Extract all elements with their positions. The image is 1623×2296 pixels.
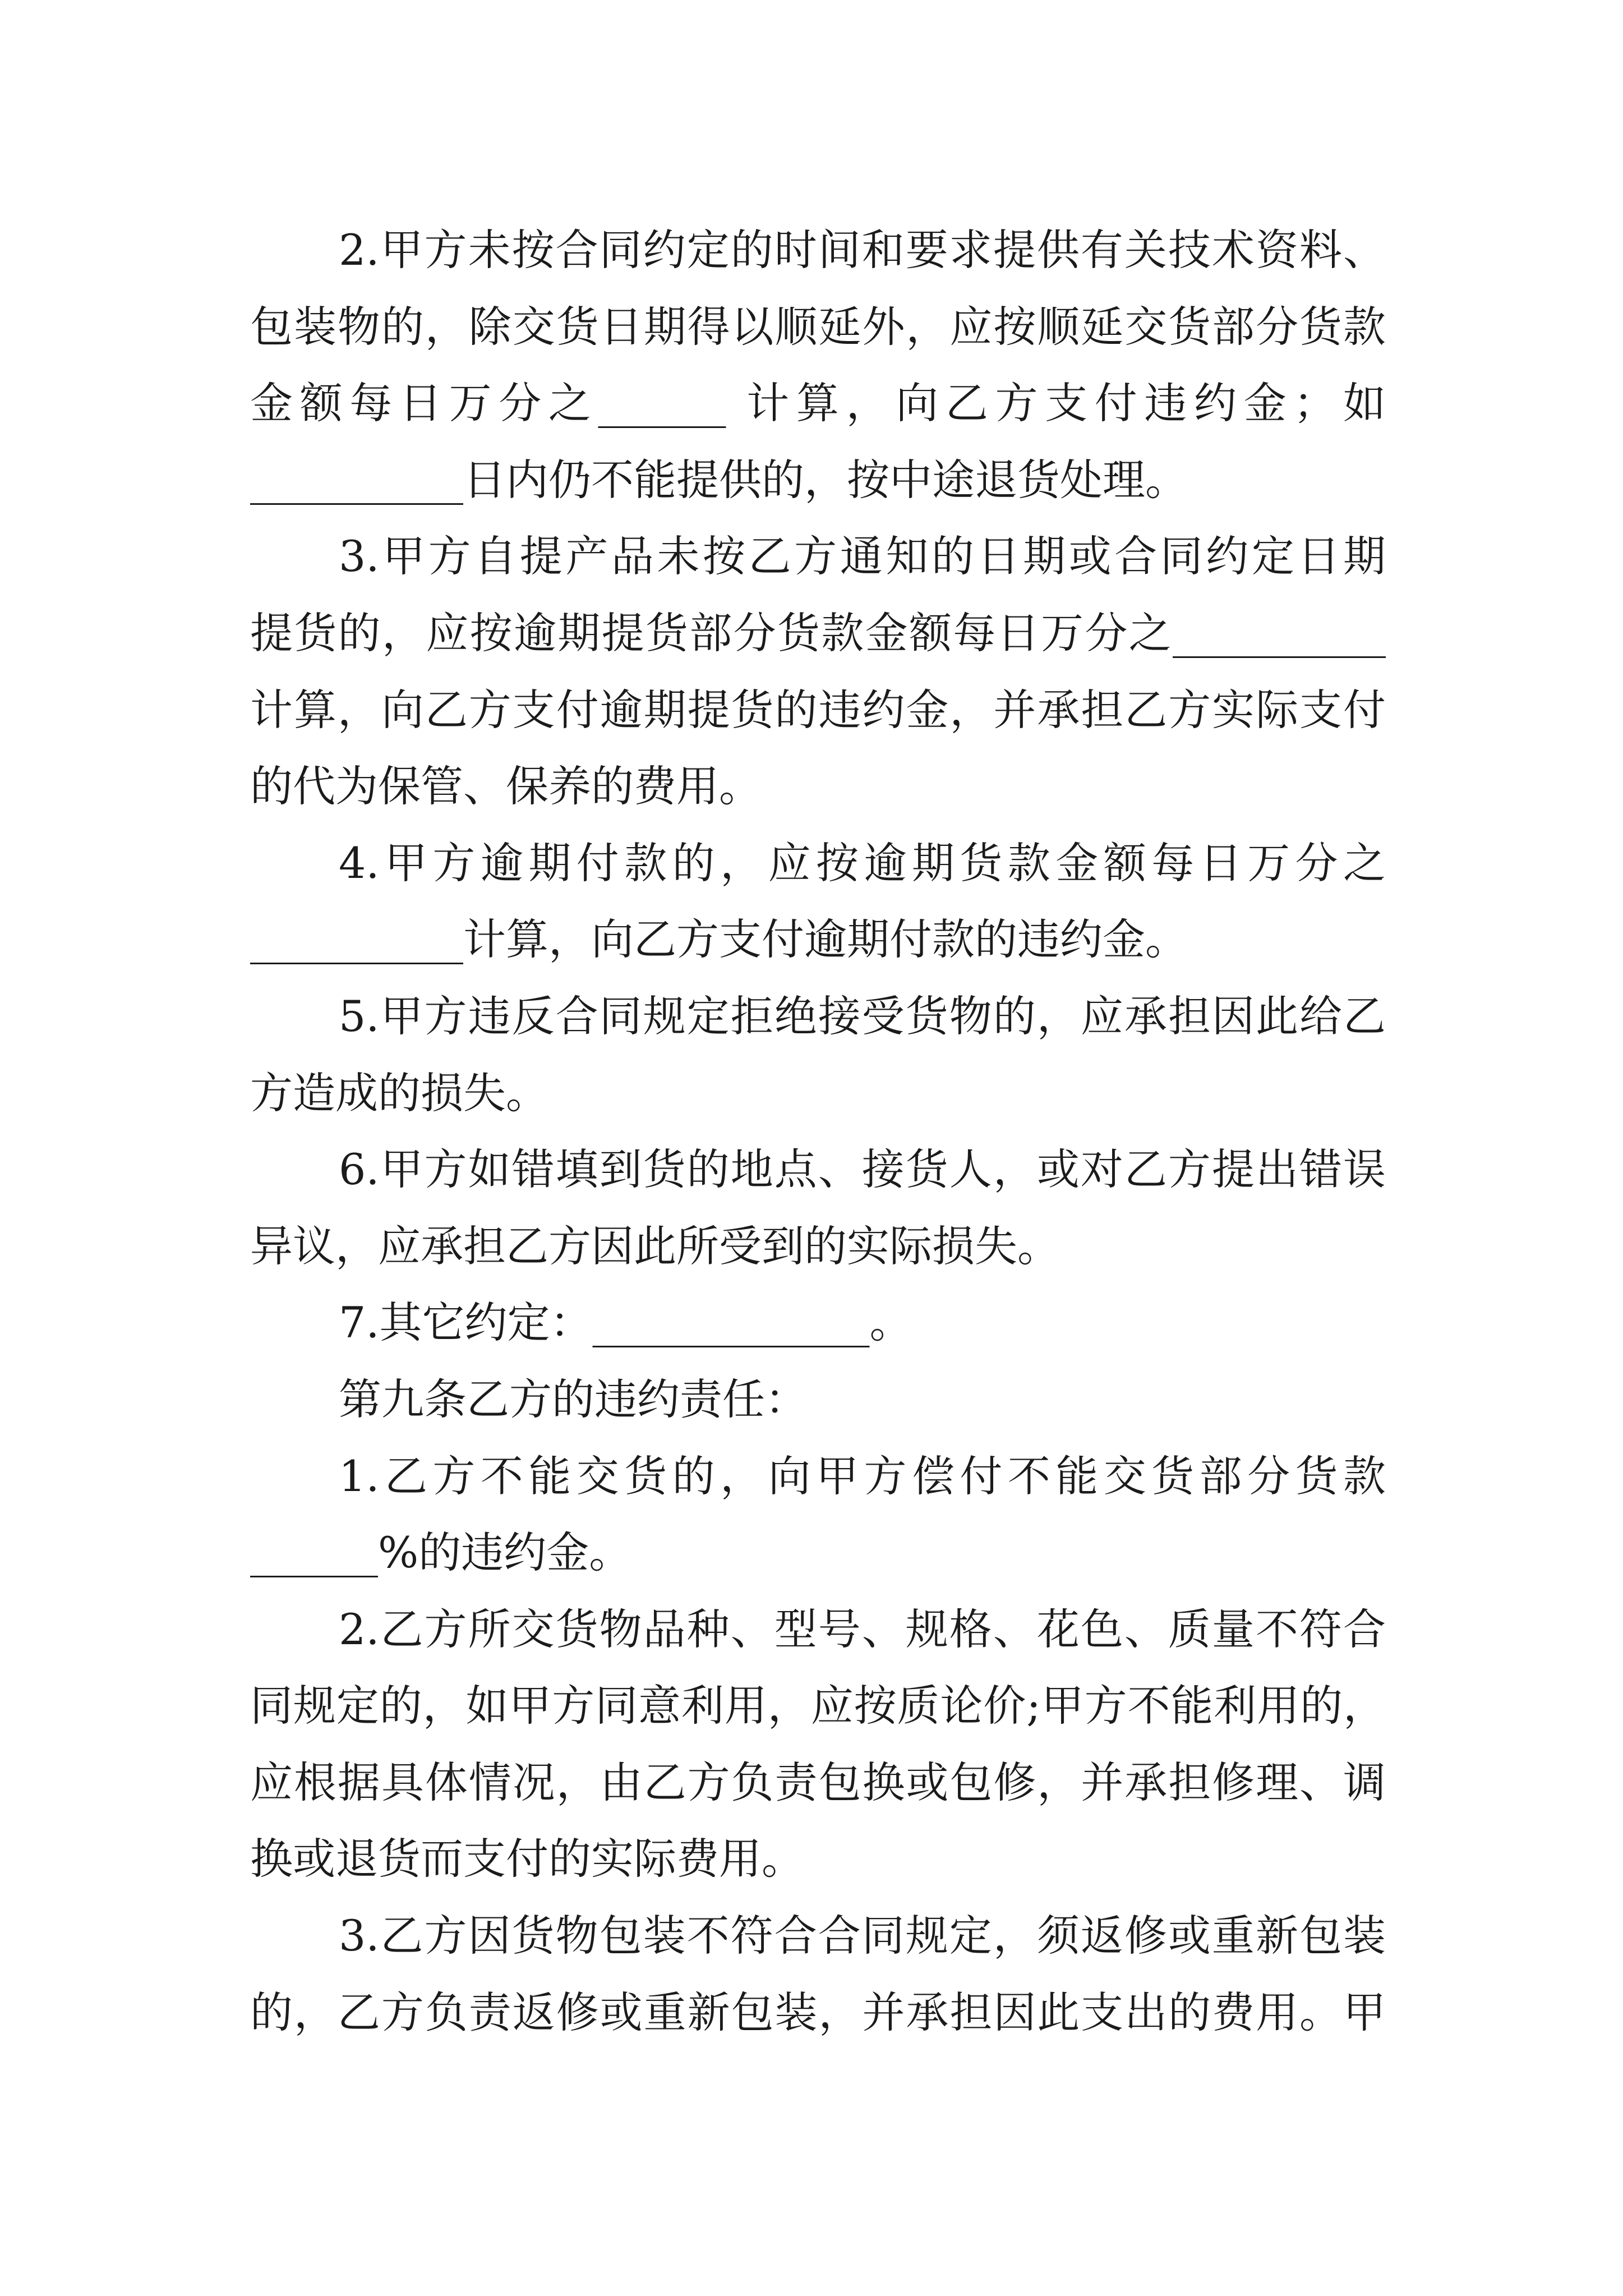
- clause-paragraph: [250, 1131, 1386, 1285]
- contract-line: 换或退货而支付的实际费用。: [250, 1834, 804, 1884]
- section-heading: [250, 1361, 1386, 1438]
- contract-line: 的，乙方负责返修或重新包装，并承担因此支出的费用。甲: [250, 1987, 1386, 2037]
- contract-line: 1.乙方不能交货的，向甲方偿付不能交货部分货款: [339, 1451, 1386, 1501]
- contract-line: ______%的违约金。: [250, 1527, 632, 1578]
- contract-line: 包装物的，除交货日期得以顺延外，应按顺延交货部分货款: [250, 301, 1386, 352]
- contract-line: 5.甲方违反合同规定拒绝接受货物的，应承担因此给乙: [339, 991, 1386, 1041]
- contract-line: 方造成的损失。: [250, 1068, 548, 1118]
- clause-paragraph: [250, 1438, 1386, 1591]
- clause-paragraph: [250, 212, 1386, 518]
- contract-line: 3.甲方自提产品未按乙方通知的日期或合同约定日期: [339, 531, 1386, 582]
- contract-line: __________日内仍不能提供的，按中途退货处理。: [250, 454, 1188, 505]
- contract-line: 的代为保管、保养的费用。: [250, 761, 762, 812]
- contract-line: 提货的，应按逾期提货部分货款金额每日万分之__________: [250, 608, 1386, 658]
- contract-line: 3.乙方因货物包装不符合合同规定，须返修或重新包装: [339, 1911, 1386, 1961]
- contract-line: 计算，向乙方支付逾期提货的违约金，并承担乙方实际支付: [250, 684, 1386, 735]
- contract-line: 2.乙方所交货物品种、型号、规格、花色、质量不符合: [339, 1604, 1386, 1654]
- clause-paragraph: [250, 1898, 1386, 2051]
- clause-paragraph: [250, 825, 1386, 978]
- contract-text: [250, 212, 1386, 2051]
- contract-line: 4.甲方逾期付款的，应按逾期货款金额每日万分之: [339, 838, 1386, 888]
- clause-paragraph: [250, 518, 1386, 825]
- contract-line: 应根据具体情况，由乙方负责包换或包修，并承担修理、调: [250, 1757, 1386, 1807]
- contract-line: __________计算，向乙方支付逾期付款的违约金。: [250, 914, 1188, 965]
- contract-line: 同规定的，如甲方同意利用，应按质论价;甲方不能利用的，: [250, 1681, 1386, 1731]
- contract-line: 2.甲方未按合同约定的时间和要求提供有关技术资料、: [339, 225, 1386, 275]
- section-heading-line: 第九条乙方的违约责任：: [339, 1374, 808, 1424]
- contract-line: 异议，应承担乙方因此所受到的实际损失。: [250, 1221, 1060, 1271]
- contract-line: 6.甲方如错填到货的地点、接货人，或对乙方提出错误: [339, 1144, 1386, 1195]
- clause-paragraph: [250, 978, 1386, 1131]
- contract-line: 金额每日万分之______ 计算，向乙方支付违约金；如: [250, 378, 1386, 429]
- clause-paragraph: [250, 1285, 1386, 1361]
- clause-paragraph: [250, 1591, 1386, 1898]
- contract-line: 7.其它约定：_____________。: [339, 1297, 912, 1348]
